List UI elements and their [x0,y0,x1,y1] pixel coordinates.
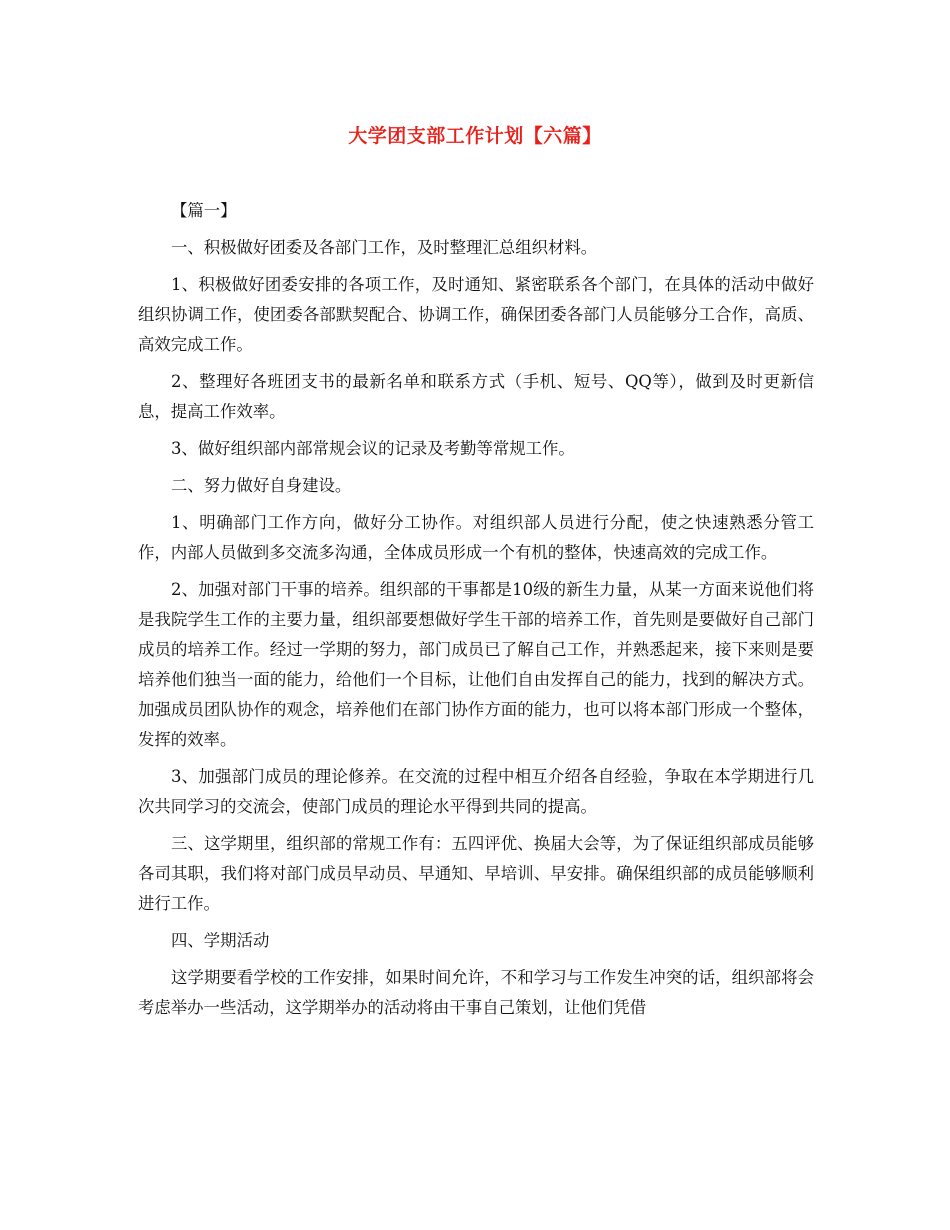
paragraph: 1、明确部门工作方向，做好分工协作。对组织部人员进行分配，使之快速熟悉分管工作，内部人员做到多交流多沟通，全体成员形成一个有机的整体，快速高效的完成工作。 [138,513,814,562]
paragraph: 四、学期活动 [171,931,270,950]
paragraph: 二、努力做好自身建设。 [171,476,352,495]
paragraph: 1、积极做好团委安排的各项工作，及时通知、紧密联系各个部门，在具体的活动中做好组织协调工作，使团委各部默契配合、协调工作，确保团委各部门人员能够分工合作，高质、高效完成工作。 [138,275,814,354]
paragraph: 2、整理好各班团支书的最新名单和联系方式（手机、短号、QQ等），做到及时更新信息，提高工作效率。 [138,372,814,421]
paragraph: 2、加强对部门干事的培养。组织部的干事都是10级的新生力量，从某一方面来说他们将是我院学生工作的主要力量，组织部要想做好学生干部的培养工作，首先则是要做好自己部门成员的培养工作。经过一学期的努力，部门成员已了解自己工作，并熟悉起来，接下来则是要培养他们独当一面的能力，给他们一个目标，让他们自由发挥自己的能力，找到的解决方式。加强成员团队协作的观念，培养他们在部门协作方面的能力，也可以将本部门形成一个整体，发挥的效率。 [138,580,814,749]
paragraph: 三、这学期里，组织部的常规工作有：五四评优、换届大会等，为了保证组织部成员能够各司其职，我们将对部门成员早动员、早通知、早培训、早安排。确保组织部的成员能够顺利进行工作。 [138,834,814,913]
paragraph: 这学期要看学校的工作安排，如果时间允许，不和学习与工作发生冲突的话，组织部将会考虑举办一些活动，这学期举办的活动将由干事自己策划，让他们凭借 [138,968,814,1017]
document-body [138,196,814,1030]
section-label: 【篇一】 [171,201,237,220]
paragraph: 3、加强部门成员的理论修养。在交流的过程中相互介绍各自经验，争取在本学期进行几次共同学习的交流会，使部门成员的理论水平得到共同的提高。 [138,767,814,816]
document-title: 大学团支部工作计划【六篇】 [348,125,602,147]
paragraph: 3、做好组织部内部常规会议的记录及考勤等常规工作。 [171,439,575,458]
paragraph: 一、积极做好团委及各部门工作，及时整理汇总组织材料。 [171,238,598,257]
